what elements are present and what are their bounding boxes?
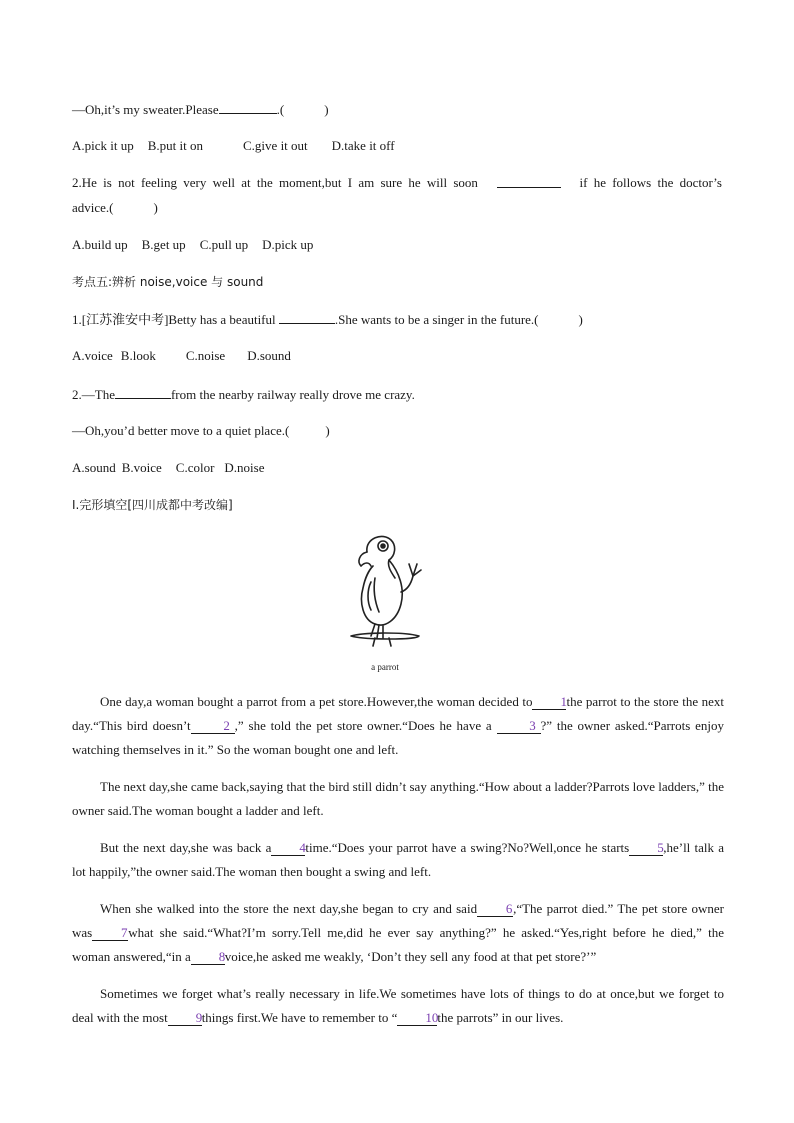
parrot-illustration xyxy=(345,532,425,672)
cloze-blank-4[interactable]: 4 xyxy=(271,841,305,856)
option-c[interactable]: C.pull up xyxy=(199,237,249,252)
option-b[interactable]: B.put it on xyxy=(147,138,204,153)
q-prev-line: —Oh,it’s my sweater.Please .( ) xyxy=(72,102,329,117)
cloze-paragraph-4: When she walked into the store the next day,she began to cry and said 6,“The parrot died.” The pet store owner was 7what she said.“What?I’m sorry.Tell me,did he ever say anything?” he asked.“Yes,right before he died,” the woman answered,“in a 8voice,he asked me weakly, ‘Don’t they sell any food at that pet store?’” xyxy=(72,901,725,964)
q2-options xyxy=(72,237,722,253)
section-title: 考点五:辨析 noise,voice 与 sound xyxy=(72,275,264,289)
cloze-blank-8[interactable]: 8 xyxy=(191,950,225,965)
s5q1-options xyxy=(72,348,722,364)
s5q2-line2: —Oh,you’d better move to a quiet place.( ) xyxy=(72,423,330,438)
answer-blank[interactable] xyxy=(497,175,561,188)
option-d[interactable]: D.noise xyxy=(224,460,265,475)
cloze-paragraph-3: But the next day,she was back a 4time.“Does your parrot have a swing?No?Well,once he starts 5,he’ll talk a lot happily,”the owner said.The woman then bought a swing and left. xyxy=(72,840,724,879)
answer-blank[interactable] xyxy=(219,101,277,114)
s5q2-line1: 2.—The from the nearby railway really drove me crazy. xyxy=(72,387,415,402)
cloze-blank-7[interactable]: 7 xyxy=(92,926,128,941)
option-a[interactable]: A.pick it up xyxy=(72,138,134,153)
cloze-blank-2[interactable]: 2 xyxy=(191,719,235,734)
option-b[interactable]: B.look xyxy=(120,348,156,363)
cloze-paragraph-1: One day,a woman bought a parrot from a pet store.However,the woman decided to 1the parrot to the store the next day.“This bird doesn’t 2 ,” she told the pet store owner.“Does he have a 3 ?” the owner asked.“Parrots enjoy watching themselves in it.” So the woman bought one and left. xyxy=(72,694,724,757)
cloze-blank-3[interactable]: 3 xyxy=(497,719,541,734)
s5q1-line: 1.[江苏淮安中考]Betty has a beautiful .She wants to be a singer in the future.( ) xyxy=(72,312,583,327)
cloze-blank-1[interactable]: 1 xyxy=(532,695,566,710)
cloze-title: Ⅰ.完形填空[四川成都中考改编] xyxy=(72,498,233,512)
s5q2-options xyxy=(72,460,722,476)
parrot-icon xyxy=(345,532,425,662)
cloze-paragraph-5: Sometimes we forget what’s really necessary in life.We sometimes have lots of things to do at once,but we forget to deal with the most 9things first.We have to remember to “ 10the parrots” in our lives. xyxy=(72,986,724,1025)
cloze-blank-5[interactable]: 5 xyxy=(629,841,663,856)
option-a[interactable]: A.voice xyxy=(72,348,113,363)
option-c[interactable]: C.noise xyxy=(185,348,226,363)
q2-line-a: 2.He is not feeling very well at the moment,but I am sure he will soon if he follows the doctor’s xyxy=(72,175,722,190)
option-d[interactable]: D.take it off xyxy=(331,138,395,153)
option-d[interactable]: D.sound xyxy=(247,348,291,363)
cloze-paragraph-2: The next day,she came back,saying that the bird still didn’t say anything.“How about a ladder?Parrots love ladders,” the owner said.The woman bought a ladder and left. xyxy=(72,779,724,818)
cloze-blank-6[interactable]: 6 xyxy=(477,902,513,917)
option-b[interactable]: B.voice xyxy=(121,460,162,475)
q2-line-b: advice.( ) xyxy=(72,200,158,215)
answer-blank[interactable] xyxy=(115,386,171,399)
figure-caption: a parrot xyxy=(371,662,399,672)
answer-blank[interactable] xyxy=(279,311,335,324)
q-prev-text: —Oh,it’s my sweater.Please xyxy=(72,102,219,117)
cloze-blank-9[interactable]: 9 xyxy=(168,1011,202,1026)
option-d[interactable]: D.pick up xyxy=(262,237,314,252)
cloze-blank-10[interactable]: 10 xyxy=(397,1011,437,1026)
option-a[interactable]: A.build up xyxy=(72,237,128,252)
q-prev-options xyxy=(72,138,722,154)
option-c[interactable]: C.give it out xyxy=(243,138,308,153)
option-c[interactable]: C.color xyxy=(175,460,215,475)
option-a[interactable]: A.sound xyxy=(72,460,116,475)
option-b[interactable]: B.get up xyxy=(141,237,186,252)
